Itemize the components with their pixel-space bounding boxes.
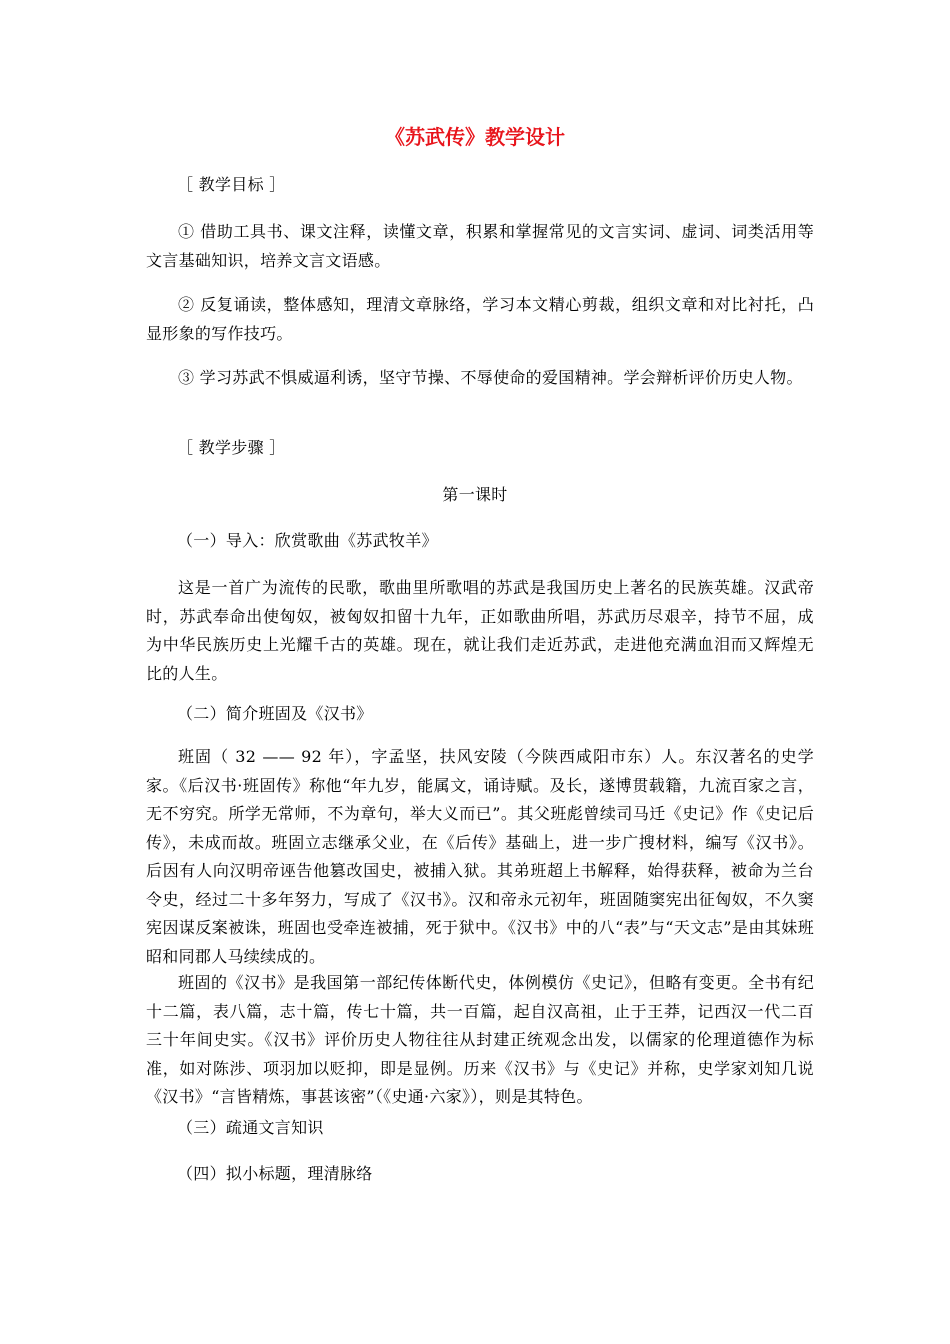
section-1-text: 这是一首广为流传的民歌，歌曲里所歌唱的苏武是我国历史上著名的民族英雄。汉武帝时，苏武奉命出使匈奴，被匈奴扣留十九年，正如歌曲所唱，苏武历尽艰辛，持节不屈，成为中华民族历史上光耀千古的英雄。现在，就让我们走近苏武，走进他充满血泪而又辉煌无比的人生。 [146, 578, 814, 683]
objective-1: ① 借助工具书、课文注释，读懂文章，积累和掌握常见的文言实词、虚词、词类活用等文言基础知识，培养文言文语感。 [146, 222, 814, 270]
section-1-heading: （一）导入：欣赏歌曲《苏武牧羊》 [177, 531, 438, 550]
section-2-paragraph-2: 班固的《汉书》是我国第一部纪传体断代史，体例模仿《史记》，但略有变更。全书有纪十二篇，表八篇，志十篇，传七十篇，共一百篇，起自汉高祖，止于王莽，记西汉一代二百三十年间史实。《汉书》评价历史人物往往从封建正统观念出发，以儒家的伦理道德作为标准，如对陈涉、项羽加以贬抑，即是显例。历来《汉书》与《史记》并称，史学家刘知几说《汉书》“言皆精炼，事甚该密”（《史通·六家》），则是其特色。 [146, 973, 814, 1106]
section-2-heading: （二）简介班固及《汉书》 [177, 704, 373, 723]
section-3-heading: （三）疏通文言知识 [177, 1118, 324, 1137]
lesson-label: 第一课时 [442, 485, 508, 504]
document-title: 《苏武传》教学设计 [385, 125, 565, 149]
section-2-paragraph-1: 班固（ 32 —— 92 年），字孟坚，扶风安陵（今陕西咸阳市东）人。东汉著名的史学家。《后汉书·班固传》称他“年九岁，能属文，诵诗赋。及长，遂博贯载籍，九流百家之言，无不穷究。所学无常师，不为章句，举大义而已”。其父班彪曾续司马迁《史记》作《史记后传》，未成而故。班固立志继承父业，在《后传》基础上，进一步广搜材料，编写《汉书》。后因有人向汉明帝诬告他篡改国史，被捕入狱。其弟班超上书解释，始得获释，被命为兰台令史，经过二十多年努力，写成了《汉书》。汉和帝永元初年，班固随窦宪出征匈奴，不久窦宪因谋反案被诛，班固也受牵连被捕，死于狱中。《汉书》中的八“表”与“天文志”是由其妹班昭和同郡人马续续成的。 [146, 747, 814, 966]
objective-3: ③ 学习苏武不惧威逼利诱，坚守节操、不辱使命的爱国精神。学会辩析评价历史人物。 [178, 368, 803, 387]
objective-2: ② 反复诵读，整体感知，理清文章脉络，学习本文精心剪裁，组织文章和对比衬托，凸显形象的写作技巧。 [146, 295, 814, 343]
objectives-heading: ［ 教学目标 ］ [177, 175, 286, 194]
steps-heading: ［ 教学步骤 ］ [177, 438, 286, 457]
section-4-heading: （四）拟小标题，理清脉络 [177, 1164, 373, 1183]
